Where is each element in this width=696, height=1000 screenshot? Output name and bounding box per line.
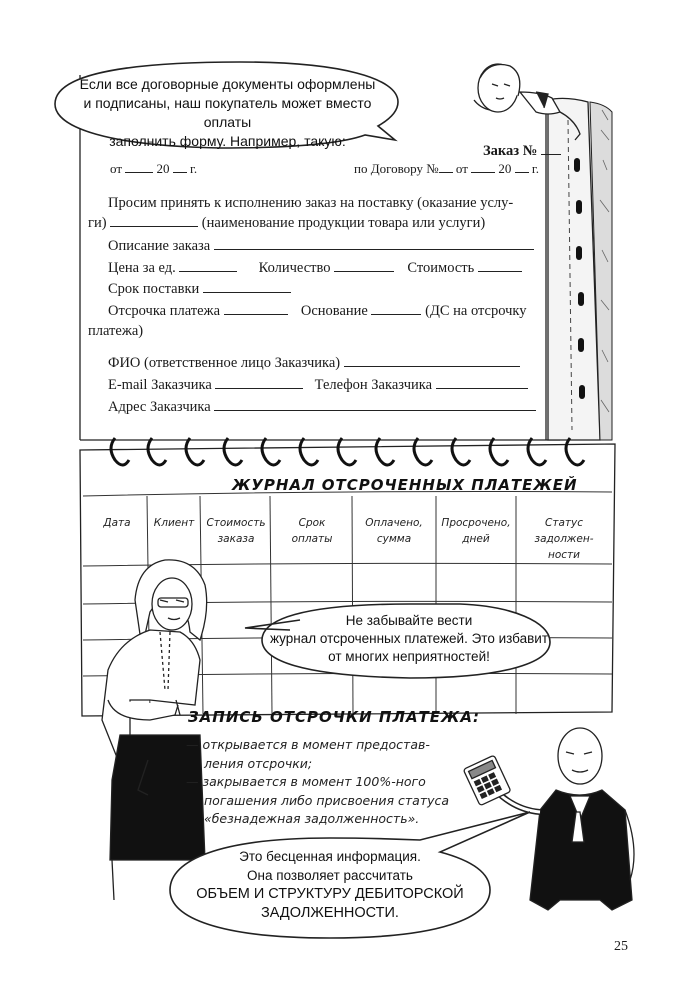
info-line-4: ЗАДОЛЖЕННОСТИ.	[261, 904, 399, 921]
order-date-row	[110, 160, 197, 178]
col-date-l1: Дата	[103, 517, 131, 529]
order-date-day-blank[interactable]	[125, 160, 153, 173]
journal-title: ЖУРНАЛ ОТСРОЧЕННЫХ ПЛАТЕЖЕЙ	[232, 476, 578, 494]
record-bullet-1-line-2: ления отсрочки;	[204, 755, 313, 771]
phone-blank[interactable]	[436, 376, 528, 389]
deferral-row	[108, 302, 526, 320]
price-row	[108, 259, 522, 277]
cost-label: Стоимость	[407, 260, 475, 276]
description-blank[interactable]	[214, 237, 534, 250]
col-due-l1: Срок	[298, 517, 326, 529]
info-line-3: ОБЪЕМ И СТРУКТУРУ ДЕБИТОРСКОЙ	[196, 886, 464, 902]
reminder-line-1: Не забывайте вести	[345, 613, 473, 628]
contract-day-blank[interactable]	[471, 160, 495, 173]
contract-row	[354, 160, 539, 178]
col-cost-l2: заказа	[217, 533, 255, 545]
page-number: 25	[614, 939, 628, 954]
phone-label: Телефон Заказчика	[314, 377, 433, 393]
email-blank[interactable]	[215, 376, 303, 389]
request-line-2	[88, 214, 485, 232]
request-line-1: Просим принять к исполнению заказ на поставку (оказание услу-	[108, 195, 514, 211]
order-number-blank[interactable]	[541, 142, 561, 155]
request-line-2-start: ги)	[88, 215, 107, 231]
record-bullets	[186, 736, 449, 829]
fio-row	[108, 354, 520, 372]
email-label: E-mail Заказчика	[108, 377, 212, 393]
col-client-l1: Клиент	[153, 517, 195, 529]
col-paid-l1: Оплачено,	[365, 517, 423, 529]
col-header-client	[147, 515, 201, 531]
delivery-row	[108, 280, 291, 298]
deferral-blank[interactable]	[224, 302, 288, 315]
basis-label: Основание	[300, 303, 368, 319]
record-bullet-1-line-1: — открывается в момент предостав-	[186, 737, 430, 752]
col-header-date	[88, 515, 146, 531]
price-blank[interactable]	[179, 259, 237, 272]
col-header-overdue	[436, 515, 516, 547]
contact-row	[108, 376, 528, 394]
col-header-paid	[352, 515, 436, 547]
record-bullet-2-line-1: — закрывается в момент 100%-ного	[186, 774, 426, 789]
delivery-blank[interactable]	[203, 280, 291, 293]
quantity-blank[interactable]	[334, 259, 394, 272]
product-name-blank[interactable]	[110, 214, 198, 227]
col-status-l3: ности	[547, 549, 580, 561]
intro-line-2: и подписаны, наш покупатель может вместо оплаты	[83, 95, 372, 130]
price-label: Цена за ед.	[108, 260, 176, 276]
order-date-year-label: г.	[190, 161, 198, 176]
contract-number-blank[interactable]	[439, 160, 453, 173]
contract-year-label: г.	[531, 161, 540, 176]
reminder-line-3: от многих неприятностей!	[328, 649, 490, 664]
fio-blank[interactable]	[344, 354, 520, 367]
record-bullet-2-line-2: погашения либо присвоения статуса	[204, 792, 450, 808]
col-cost-l1: Стоимость	[206, 517, 266, 529]
col-paid-l2: сумма	[376, 533, 412, 545]
description-row	[108, 237, 534, 255]
order-number-row	[483, 142, 561, 160]
address-blank[interactable]	[214, 398, 536, 411]
request-line-2-end: (наименование продукции товара или услуги)	[201, 215, 486, 231]
info-line-1: Это бесценная информация.	[239, 849, 421, 864]
order-date-20-label: 20	[156, 161, 170, 176]
reminder-bubble	[268, 612, 550, 666]
cost-blank[interactable]	[478, 259, 522, 272]
record-bullet-2-line-3: «безнадежная задолженность».	[204, 811, 420, 826]
col-due-l2: оплаты	[291, 533, 333, 545]
contract-20-label: 20	[498, 161, 512, 176]
col-overdue-l2: дней	[462, 533, 490, 545]
basis-blank[interactable]	[371, 302, 421, 315]
intro-line-1: Если все договорные документы оформлены	[79, 76, 376, 92]
fio-label: ФИО (ответственное лицо Заказчика)	[108, 355, 341, 371]
col-overdue-l1: Просрочено,	[441, 517, 511, 529]
col-header-due	[272, 515, 352, 547]
info-bubble	[180, 848, 480, 922]
delivery-label: Срок поставки	[108, 281, 200, 297]
intro-bubble	[60, 75, 395, 151]
record-title: ЗАПИСЬ ОТСРОЧКИ ПЛАТЕЖА:	[188, 708, 481, 726]
address-row	[108, 398, 536, 416]
intro-line-3: заполнить форму. Например, такую:	[109, 133, 346, 149]
basis-note-2: платежа)	[88, 323, 144, 339]
reminder-line-2: журнал отсроченных платежей. Это избавит	[269, 631, 548, 646]
description-label: Описание заказа	[108, 238, 211, 254]
contract-year-blank[interactable]	[515, 160, 529, 173]
col-header-status	[516, 515, 612, 563]
col-status-l2: задолжен-	[534, 533, 594, 545]
address-label: Адрес Заказчика	[108, 399, 211, 415]
col-status-l1: Статус	[545, 517, 583, 529]
order-date-year-blank[interactable]	[173, 160, 187, 173]
basis-note-1: (ДС на отсрочку	[425, 303, 527, 319]
contract-from-label: от	[455, 161, 468, 176]
col-header-order-cost	[200, 515, 272, 547]
info-line-2: Она позволяет рассчитать	[247, 867, 413, 883]
deferral-label: Отсрочка платежа	[108, 303, 221, 319]
contract-label: по Договору №	[354, 161, 439, 176]
quantity-label: Количество	[258, 260, 331, 276]
order-date-from-label: от	[110, 161, 123, 176]
order-number-label: Заказ №	[483, 143, 538, 159]
